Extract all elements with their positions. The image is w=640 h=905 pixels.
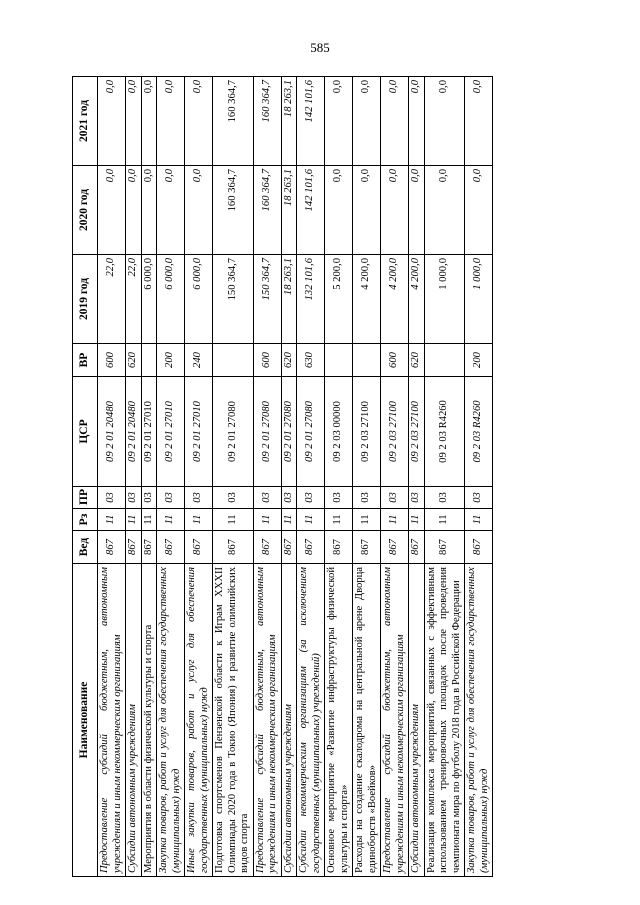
cell-pr: 03 xyxy=(157,487,185,509)
table-row xyxy=(98,77,126,877)
cell-2019: 4 200,0 xyxy=(353,255,381,344)
cell-csr: 09 2 03 27100 xyxy=(381,377,409,487)
cell-ved: 867 xyxy=(213,531,254,564)
cell-rz: 11 xyxy=(98,509,126,531)
cell-ved: 867 xyxy=(185,531,213,564)
table-row xyxy=(424,77,465,877)
cell-csr: 09 2 01 20480 xyxy=(98,377,126,487)
cell-2019: 6 000,0 xyxy=(185,255,213,344)
header-ved: Вед xyxy=(73,531,98,564)
header-2019: 2019 год xyxy=(73,255,98,344)
cell-csr: 09 2 01 27010 xyxy=(185,377,213,487)
cell-vr: 600 xyxy=(381,344,409,377)
table-row xyxy=(465,77,493,877)
cell-ved: 867 xyxy=(465,531,493,564)
table-row xyxy=(213,77,254,877)
cell-2020: 0,0 xyxy=(409,166,425,255)
cell-rz: 11 xyxy=(185,509,213,531)
cell-2020: 160 364,7 xyxy=(213,166,254,255)
table-row xyxy=(325,77,353,877)
cell-2021: 0,0 xyxy=(141,77,157,166)
cell-ved: 867 xyxy=(325,531,353,564)
cell-csr: 09 2 01 27010 xyxy=(141,377,157,487)
table-row xyxy=(126,77,142,877)
cell-rz: 11 xyxy=(281,509,297,531)
cell-ved: 867 xyxy=(424,531,465,564)
table-row xyxy=(381,77,409,877)
header-csr: ЦСР xyxy=(73,377,98,487)
cell-ved: 867 xyxy=(141,531,157,564)
cell-vr: 620 xyxy=(409,344,425,377)
cell-2021: 0,0 xyxy=(185,77,213,166)
page-number: 585 xyxy=(310,40,330,55)
table-row xyxy=(185,77,213,877)
cell-pr: 03 xyxy=(325,487,353,509)
cell-ved: 867 xyxy=(297,531,325,564)
cell-ved: 867 xyxy=(381,531,409,564)
budget-table-container xyxy=(72,77,550,877)
cell-vr: 200 xyxy=(157,344,185,377)
cell-2021: 0,0 xyxy=(353,77,381,166)
cell-csr: 09 2 01 27080 xyxy=(297,377,325,487)
cell-2020: 142 101,6 xyxy=(297,166,325,255)
table-row xyxy=(253,77,281,877)
header-rz: Рз xyxy=(73,509,98,531)
cell-pr: 03 xyxy=(381,487,409,509)
cell-pr: 03 xyxy=(185,487,213,509)
cell-2020: 0,0 xyxy=(141,166,157,255)
cell-2020: 0,0 xyxy=(325,166,353,255)
table-row xyxy=(409,77,425,877)
cell-name: Субсидии автономным учреждениям xyxy=(126,564,142,877)
cell-csr: 09 2 03 27100 xyxy=(409,377,425,487)
cell-2021: 0,0 xyxy=(424,77,465,166)
cell-2019: 150 364,7 xyxy=(253,255,281,344)
cell-name: Реализация комплекса мероприятий, связанных с эффективным использованием тренировочных площадок после проведения чемпионата мира по футболу 2018 года в Российской Федерации xyxy=(424,564,465,877)
cell-2021: 0,0 xyxy=(126,77,142,166)
cell-pr: 03 xyxy=(141,487,157,509)
cell-2019: 1 000,0 xyxy=(465,255,493,344)
cell-vr: 630 xyxy=(297,344,325,377)
cell-csr: 09 2 03 R4260 xyxy=(465,377,493,487)
cell-vr: 200 xyxy=(465,344,493,377)
cell-2020: 160 364,7 xyxy=(253,166,281,255)
table-row xyxy=(157,77,185,877)
cell-2021: 160 364,7 xyxy=(253,77,281,166)
table-row xyxy=(281,77,297,877)
cell-pr: 03 xyxy=(353,487,381,509)
cell-csr: 09 2 03 00000 xyxy=(325,377,353,487)
cell-csr: 09 2 01 27080 xyxy=(281,377,297,487)
cell-2019: 150 364,7 xyxy=(213,255,254,344)
header-2020: 2020 год xyxy=(73,166,98,255)
cell-name: Расходы на создание скалодрома на центральной арене Дворца единоборств «Воейков» xyxy=(353,564,381,877)
header-pr: ПР xyxy=(73,487,98,509)
cell-vr: 600 xyxy=(253,344,281,377)
cell-2019: 4 200,0 xyxy=(381,255,409,344)
cell-2019: 22,0 xyxy=(126,255,142,344)
cell-vr: 240 xyxy=(185,344,213,377)
header-vr: ВР xyxy=(73,344,98,377)
cell-ved: 867 xyxy=(281,531,297,564)
cell-name: Предоставление субсидий бюджетным, автономным учреждениям и иным некоммерческим организациям xyxy=(98,564,126,877)
table-row xyxy=(297,77,325,877)
cell-2019: 132 101,6 xyxy=(297,255,325,344)
cell-2019: 22,0 xyxy=(98,255,126,344)
cell-2020: 0,0 xyxy=(157,166,185,255)
cell-csr: 09 2 01 27010 xyxy=(157,377,185,487)
cell-pr: 03 xyxy=(424,487,465,509)
cell-ved: 867 xyxy=(253,531,281,564)
cell-name: Мероприятия в области физической культуры и спорта xyxy=(141,564,157,877)
cell-name: Основное мероприятие «Развитие инфраструктуры физической культуры и спорта» xyxy=(325,564,353,877)
cell-vr xyxy=(325,344,353,377)
cell-2020: 0,0 xyxy=(381,166,409,255)
cell-pr: 03 xyxy=(213,487,254,509)
cell-name: Закупка товаров, работ и услуг для обеспечения государственных (муниципальных) нужд xyxy=(157,564,185,877)
cell-2020: 0,0 xyxy=(126,166,142,255)
cell-2019: 6 000,0 xyxy=(141,255,157,344)
cell-csr: 09 2 03 27100 xyxy=(353,377,381,487)
cell-vr: 620 xyxy=(126,344,142,377)
cell-rz: 11 xyxy=(424,509,465,531)
cell-csr: 09 2 01 27080 xyxy=(213,377,254,487)
cell-vr xyxy=(424,344,465,377)
cell-vr xyxy=(141,344,157,377)
cell-rz: 11 xyxy=(353,509,381,531)
cell-2021: 0,0 xyxy=(157,77,185,166)
cell-rz: 11 xyxy=(465,509,493,531)
cell-2020: 0,0 xyxy=(465,166,493,255)
cell-pr: 03 xyxy=(409,487,425,509)
cell-name: Субсидии автономным учреждениям xyxy=(281,564,297,877)
cell-ved: 867 xyxy=(157,531,185,564)
cell-pr: 03 xyxy=(126,487,142,509)
cell-2021: 0,0 xyxy=(381,77,409,166)
cell-name: Подготовка спортсменов Пензенской области к Играм XXXII Олимпиады 2020 года в Токио (Япония) и развитие олимпийских видов спорта xyxy=(213,564,254,877)
cell-pr: 03 xyxy=(98,487,126,509)
cell-name: Иные закупки товаров, работ и услуг для обеспечения государственных (муниципальных) нужд xyxy=(185,564,213,877)
cell-ved: 867 xyxy=(126,531,142,564)
cell-name: Предоставление субсидий бюджетным, автономным учреждениям и иным некоммерческим организациям xyxy=(381,564,409,877)
table-row xyxy=(141,77,157,877)
cell-2021: 18 263,1 xyxy=(281,77,297,166)
cell-csr: 09 2 01 20480 xyxy=(126,377,142,487)
cell-rz: 11 xyxy=(409,509,425,531)
cell-name: Закупка товаров, работ и услуг для обеспечения государственных (муниципальных) нужд xyxy=(465,564,493,877)
cell-2021: 0,0 xyxy=(409,77,425,166)
cell-2020: 0,0 xyxy=(185,166,213,255)
cell-name: Предоставление субсидий бюджетным, автономным учреждениям и иным некоммерческим организациям xyxy=(253,564,281,877)
cell-rz: 11 xyxy=(157,509,185,531)
cell-pr: 03 xyxy=(297,487,325,509)
cell-ved: 867 xyxy=(353,531,381,564)
cell-2020: 0,0 xyxy=(98,166,126,255)
cell-rz: 11 xyxy=(141,509,157,531)
cell-pr: 03 xyxy=(281,487,297,509)
cell-2019: 18 263,1 xyxy=(281,255,297,344)
cell-2019: 1 000,0 xyxy=(424,255,465,344)
cell-rz: 11 xyxy=(213,509,254,531)
cell-csr: 09 2 01 27080 xyxy=(253,377,281,487)
cell-name: Субсидии некоммерческим организациям (за исключением государственных (муниципальных) учреждений) xyxy=(297,564,325,877)
cell-2020: 0,0 xyxy=(353,166,381,255)
cell-2021: 142 101,6 xyxy=(297,77,325,166)
cell-pr: 03 xyxy=(253,487,281,509)
table-header-row xyxy=(73,77,98,877)
cell-vr xyxy=(353,344,381,377)
cell-vr xyxy=(213,344,254,377)
cell-2021: 0,0 xyxy=(465,77,493,166)
cell-2021: 160 364,7 xyxy=(213,77,254,166)
table-body xyxy=(98,77,493,877)
header-2021: 2021 год xyxy=(73,77,98,166)
cell-name: Субсидии автономным учреждениям xyxy=(409,564,425,877)
header-name: Наименование xyxy=(73,564,98,877)
table-row xyxy=(353,77,381,877)
cell-vr: 600 xyxy=(98,344,126,377)
cell-vr: 620 xyxy=(281,344,297,377)
cell-2019: 6 000,0 xyxy=(157,255,185,344)
cell-ved: 867 xyxy=(98,531,126,564)
cell-2019: 4 200,0 xyxy=(409,255,425,344)
cell-rz: 11 xyxy=(253,509,281,531)
cell-ved: 867 xyxy=(409,531,425,564)
cell-rz: 11 xyxy=(297,509,325,531)
cell-pr: 03 xyxy=(465,487,493,509)
cell-2020: 0,0 xyxy=(424,166,465,255)
cell-csr: 09 2 03 R4260 xyxy=(424,377,465,487)
cell-rz: 11 xyxy=(325,509,353,531)
cell-rz: 11 xyxy=(381,509,409,531)
cell-2021: 0,0 xyxy=(98,77,126,166)
budget-table xyxy=(72,76,493,877)
cell-2019: 5 200,0 xyxy=(325,255,353,344)
cell-2021: 0,0 xyxy=(325,77,353,166)
cell-rz: 11 xyxy=(126,509,142,531)
cell-2020: 18 263,1 xyxy=(281,166,297,255)
